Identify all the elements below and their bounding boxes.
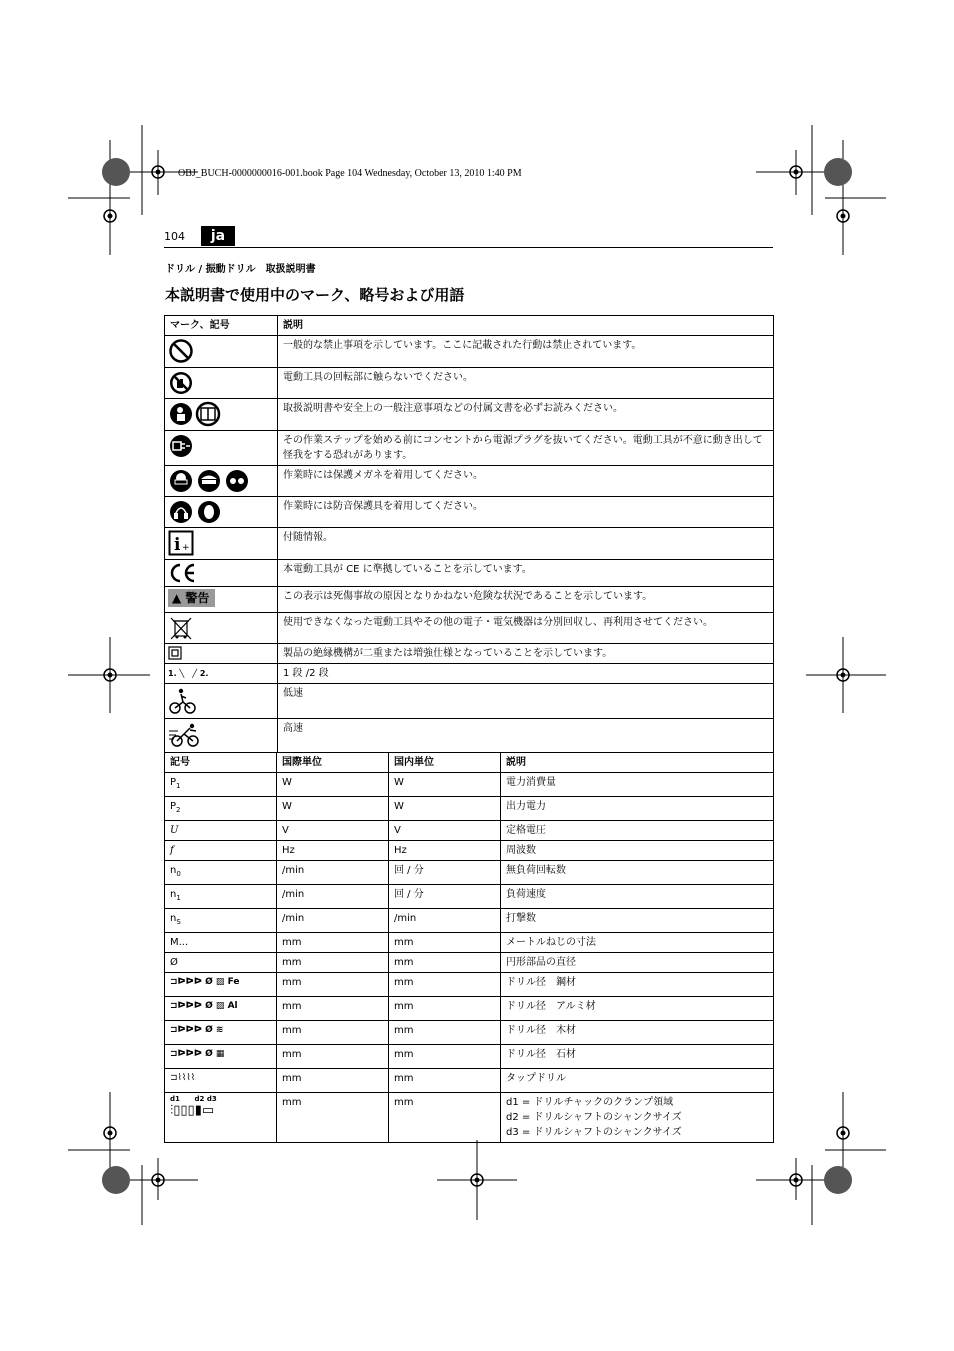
symbols-table-header: [165, 316, 774, 336]
do-not-touch-icon: [168, 370, 274, 396]
table-row: [165, 861, 774, 885]
symbol-text: U: [170, 825, 179, 836]
symbol-text: n: [170, 865, 177, 876]
description-cell: ドリル径 石材: [501, 1045, 774, 1069]
symbol-cell: [165, 973, 277, 997]
warning-triangle-icon: ▲: [172, 591, 182, 605]
table-row: [165, 560, 774, 587]
table-row: [165, 1093, 774, 1143]
row-description: 使用できなくなった電動工具やその他の電子・電気機器は分別回収し、再利用させてください。: [278, 613, 774, 644]
description-cell: タップドリル: [501, 1069, 774, 1093]
diameter-symbol: Ø: [205, 1001, 213, 1011]
table-row: [165, 773, 774, 797]
symbol-cell: [165, 909, 277, 933]
local-unit-cell: V: [389, 821, 501, 841]
table-row: [165, 973, 774, 997]
aluminium-material-icon: ▨: [215, 1001, 225, 1011]
header-description: 説明: [278, 316, 774, 336]
row-description: 作業時には防音保護具を着用してください。: [278, 497, 774, 528]
symbol-cell: [165, 797, 277, 821]
si-unit-cell: W: [277, 773, 389, 797]
description-cell: [501, 1093, 774, 1143]
gear-stage-icon: 1. ╲ ╱ 2.: [168, 669, 209, 678]
info-icon: [168, 530, 274, 556]
local-unit-cell: 回 / 分: [389, 885, 501, 909]
table-row: [165, 1069, 774, 1093]
local-unit-cell: mm: [389, 1021, 501, 1045]
symbols-table: [164, 315, 774, 753]
local-unit-cell: W: [389, 773, 501, 797]
gear-stage-1-label: 1.: [168, 669, 177, 678]
ear-protection-icon: [168, 499, 274, 525]
si-unit-cell: mm: [277, 933, 389, 953]
high-speed-icon: [168, 721, 274, 749]
page-number: 104: [164, 230, 185, 243]
drill-bit-icon: ⊐ᐅᐅᐅ: [170, 977, 202, 987]
drill-bit-icon: ⊐ᐅᐅᐅ: [170, 1049, 202, 1059]
table-row: [165, 953, 774, 973]
si-unit-cell: mm: [277, 953, 389, 973]
row-description: 低速: [278, 684, 774, 719]
tap-drill-icon: ⊐⌇⌇⌇⌇: [170, 1073, 196, 1083]
si-unit-cell: W: [277, 797, 389, 821]
table-row: [165, 368, 774, 399]
row-description: その作業ステップを始める前にコンセントから電源プラグを抜いてください。電動工具が不意に動き出して怪我をする恐れがあります。: [278, 431, 774, 466]
recycle-bin-icon: [168, 615, 274, 641]
header-mark: マーク、記号: [165, 316, 278, 336]
si-unit-cell: Hz: [277, 841, 389, 861]
low-speed-icon: [168, 686, 274, 716]
symbol-cell: [165, 1045, 277, 1069]
symbol-cell: [165, 1021, 277, 1045]
local-unit-cell: mm: [389, 1093, 501, 1143]
material-code: Al: [227, 1001, 238, 1011]
symbol-text: P: [170, 801, 177, 812]
table-row: [165, 1021, 774, 1045]
symbol-cell: [165, 997, 277, 1021]
si-unit-cell: /min: [277, 861, 389, 885]
si-unit-cell: /min: [277, 909, 389, 933]
table-row: [165, 719, 774, 753]
diameter-symbol: Ø: [205, 1025, 213, 1035]
row-description: 一般的な禁止事項を示しています。ここに記載された行動は禁止されています。: [278, 336, 774, 368]
description-cell: 周波数: [501, 841, 774, 861]
symbol-subscript: 1: [176, 894, 181, 902]
description-cell: ドリル径 鋼材: [501, 973, 774, 997]
symbol-cell: [165, 1093, 277, 1143]
table-row: [165, 466, 774, 497]
diameter-symbol: Ø: [205, 1049, 213, 1059]
local-unit-cell: mm: [389, 997, 501, 1021]
table-row: [165, 797, 774, 821]
si-unit-cell: V: [277, 821, 389, 841]
si-unit-cell: mm: [277, 1045, 389, 1069]
svg-text:+: +: [182, 543, 190, 553]
table-row: [165, 997, 774, 1021]
symbol-cell: [165, 841, 277, 861]
table-row: [165, 933, 774, 953]
shank-diameter-icon: d1 d2 d3 ⫶▯▯▯▮▭: [170, 1095, 217, 1118]
local-unit-cell: mm: [389, 973, 501, 997]
symbol-text: n: [170, 889, 177, 900]
row-description: 作業時には保護メガネを着用してください。: [278, 466, 774, 497]
symbol-text: f: [170, 845, 174, 856]
steel-material-icon: ▨: [215, 977, 225, 987]
shank-label-d3: d3: [206, 1095, 217, 1103]
description-cell: 出力電力: [501, 797, 774, 821]
si-unit-cell: mm: [277, 973, 389, 997]
prohibition-icon: [168, 338, 274, 364]
read-manual-icon: [168, 401, 274, 427]
local-unit-cell: Hz: [389, 841, 501, 861]
gear-stage-2-label: 2.: [199, 669, 209, 678]
table-row: [165, 909, 774, 933]
local-unit-cell: W: [389, 797, 501, 821]
table-row: [165, 497, 774, 528]
table-row: [165, 613, 774, 644]
description-cell: 定格電圧: [501, 821, 774, 841]
symbol-cell: [165, 821, 277, 841]
local-unit-cell: mm: [389, 953, 501, 973]
header-description: 説明: [501, 753, 774, 773]
local-unit-cell: 回 / 分: [389, 861, 501, 885]
description-cell: 円形部品の直径: [501, 953, 774, 973]
table-row: [165, 1045, 774, 1069]
si-unit-cell: mm: [277, 1093, 389, 1143]
row-description: 本電動工具が CE に準拠していることを示しています。: [278, 560, 774, 587]
section-title: 本説明書で使用中のマーク、略号および用語: [165, 286, 465, 304]
symbol-cell: [165, 861, 277, 885]
table-row: [165, 841, 774, 861]
description-cell: メートルねじの寸法: [501, 933, 774, 953]
description-line: d3 = ドリルシャフトのシャンクサイズ: [506, 1127, 682, 1138]
diameter-symbol: Ø: [205, 977, 213, 987]
material-code: Fe: [227, 977, 240, 987]
symbol-text: P: [170, 777, 177, 788]
description-cell: ドリル径 木材: [501, 1021, 774, 1045]
description-cell: 打撃数: [501, 909, 774, 933]
symbol-cell: Ø: [165, 953, 277, 973]
drill-bit-icon: ⊐ᐅᐅᐅ: [170, 1025, 202, 1035]
ce-mark-icon: [168, 562, 274, 584]
row-description: 高速: [278, 719, 774, 753]
row-description: 電動工具の回転部に触らないでください。: [278, 368, 774, 399]
si-unit-cell: mm: [277, 1069, 389, 1093]
table-row: [165, 821, 774, 841]
header-local-unit: 国内単位: [389, 753, 501, 773]
document-subtitle: ドリル / 振動ドリル 取扱説明書: [165, 264, 316, 275]
units-table: [164, 752, 774, 1143]
table-row: [165, 664, 774, 684]
drill-bit-icon: ⊐ᐅᐅᐅ: [170, 1001, 202, 1011]
book-header: OBJ_BUCH-0000000016-001.book Page 104 Wednesday, October 13, 2010 1:40 PM: [178, 168, 522, 179]
table-row: [165, 336, 774, 368]
shank-label-d1: d1: [170, 1095, 180, 1103]
svg-text:i: i: [174, 535, 181, 555]
wood-material-icon: ≋: [215, 1025, 224, 1035]
warning-label-text: 警告: [185, 591, 210, 605]
symbol-text: n: [170, 913, 177, 924]
symbol-subscript: S: [176, 918, 181, 926]
symbol-subscript: 0: [176, 870, 181, 878]
local-unit-cell: mm: [389, 933, 501, 953]
row-description: この表示は死傷事故の原因となりかねない危険な状況であることを示しています。: [278, 587, 774, 613]
double-insulation-icon: [168, 646, 274, 660]
table-row: [165, 528, 774, 560]
si-unit-cell: mm: [277, 997, 389, 1021]
symbol-cell: [165, 1069, 277, 1093]
description-line: d2 = ドリルシャフトのシャンクサイズ: [506, 1112, 682, 1123]
local-unit-cell: mm: [389, 1045, 501, 1069]
table-row: [165, 587, 774, 613]
table-row: [165, 644, 774, 664]
table-row: [165, 399, 774, 431]
row-description: 付随情報。: [278, 528, 774, 560]
symbol-cell: [165, 885, 277, 909]
warning-label: [168, 589, 215, 607]
table-row: [165, 431, 774, 466]
shank-label-d2: d2: [194, 1095, 205, 1103]
header-si-unit: 国際単位: [277, 753, 389, 773]
row-description: 取扱説明書や安全上の一般注意事項などの付属文書を必ずお読みください。: [278, 399, 774, 431]
table-row: [165, 684, 774, 719]
si-unit-cell: mm: [277, 1021, 389, 1045]
stone-material-icon: ▦: [215, 1049, 225, 1059]
description-cell: 無負荷回転数: [501, 861, 774, 885]
eye-protection-icon: [168, 468, 274, 494]
symbol-subscript: 2: [176, 806, 181, 814]
local-unit-cell: /min: [389, 909, 501, 933]
table-row: [165, 885, 774, 909]
row-description: 1 段 /2 段: [278, 664, 774, 684]
row-description: 製品の絶縁機構が二重または増強仕様となっていることを示しています。: [278, 644, 774, 664]
description-line: d1 = ドリルチャックのクランプ領域: [506, 1097, 674, 1108]
symbol-cell: [165, 773, 277, 797]
symbol-cell: M...: [165, 933, 277, 953]
unplug-icon: [168, 433, 274, 459]
local-unit-cell: mm: [389, 1069, 501, 1093]
units-table-header: [165, 753, 774, 773]
header-divider: [164, 247, 773, 248]
description-cell: 負荷速度: [501, 885, 774, 909]
si-unit-cell: /min: [277, 885, 389, 909]
language-badge: ja: [201, 226, 235, 246]
symbol-subscript: 1: [176, 782, 181, 790]
description-cell: 電力消費量: [501, 773, 774, 797]
description-cell: ドリル径 アルミ材: [501, 997, 774, 1021]
header-symbol: 記号: [165, 753, 277, 773]
